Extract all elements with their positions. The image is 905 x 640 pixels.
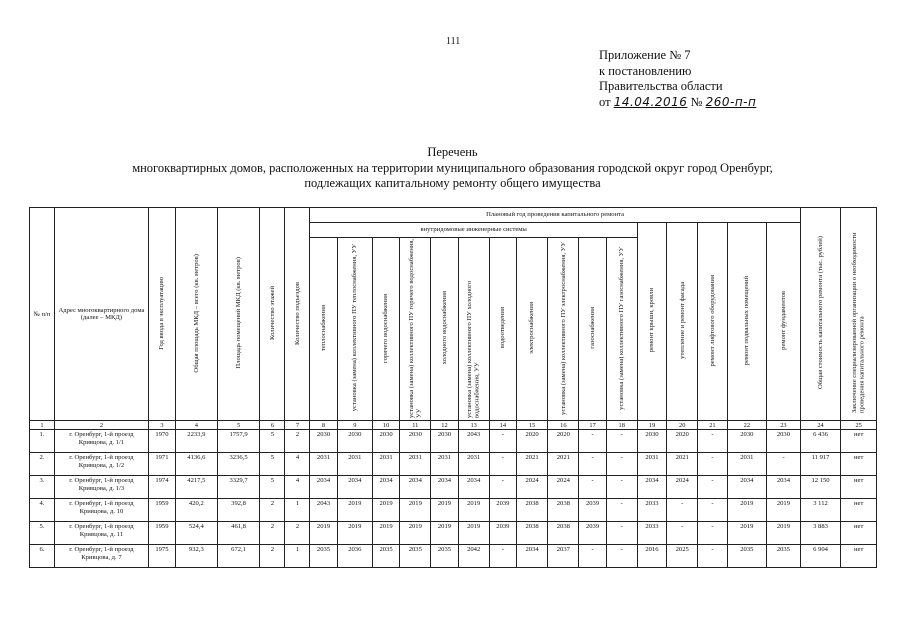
title-line-1: Перечень bbox=[427, 145, 478, 159]
column-number: 13 bbox=[458, 421, 489, 430]
table-cell: 1 bbox=[285, 499, 310, 522]
table-cell: 2030 bbox=[337, 430, 372, 453]
column-number-row bbox=[30, 421, 877, 430]
table-cell: 2019 bbox=[727, 499, 767, 522]
table-cell: 2019 bbox=[727, 522, 767, 545]
address-cell: г. Оренбург, 1-й проезд Кривцова, д. 11 bbox=[55, 522, 149, 545]
table-cell: 2031 bbox=[373, 453, 400, 476]
table-cell: 2 bbox=[260, 545, 285, 568]
column-number: 15 bbox=[516, 421, 547, 430]
header-entrances: Количество подъездов bbox=[285, 208, 310, 421]
address-cell: г. Оренбург, 1-й проезд Кривцова, д. 1/2 bbox=[55, 453, 149, 476]
table-cell: 2031 bbox=[400, 453, 431, 476]
header-col-18: установка (замена) коллективного ПУ газоснабжения, УУ bbox=[606, 238, 637, 421]
table-cell: нет bbox=[841, 476, 877, 499]
table-cell: 2034 bbox=[431, 476, 458, 499]
table-cell: - bbox=[579, 476, 606, 499]
table-cell: 2034 bbox=[373, 476, 400, 499]
header-col-15: электроснабжения bbox=[516, 238, 547, 421]
table-cell: 524,4 bbox=[175, 522, 217, 545]
header-year: Год ввода в эксплуатацию bbox=[148, 208, 175, 421]
table-cell: 4 bbox=[285, 476, 310, 499]
table-cell: 2021 bbox=[548, 453, 579, 476]
table-cell: 4217,5 bbox=[175, 476, 217, 499]
table-cell: 2034 bbox=[337, 476, 372, 499]
table-cell: 1970 bbox=[148, 430, 175, 453]
table-cell: 2024 bbox=[667, 476, 698, 499]
table-cell: 12 150 bbox=[800, 476, 841, 499]
table-cell: 2019 bbox=[373, 499, 400, 522]
table-row bbox=[30, 430, 877, 453]
address-cell: г. Оренбург, 1-й проезд Кривцова, д. 1/1 bbox=[55, 430, 149, 453]
column-number: 6 bbox=[260, 421, 285, 430]
column-number: 8 bbox=[310, 421, 337, 430]
table-cell: - bbox=[606, 499, 637, 522]
table-cell: - bbox=[579, 430, 606, 453]
table-cell: 1959 bbox=[148, 499, 175, 522]
table-cell: - bbox=[667, 499, 698, 522]
column-number: 22 bbox=[727, 421, 767, 430]
table-cell: 11 917 bbox=[800, 453, 841, 476]
table-body bbox=[30, 421, 877, 568]
table-cell: 2021 bbox=[516, 453, 547, 476]
table-cell: 2019 bbox=[373, 522, 400, 545]
header-plan-year: Плановый год проведения капитального ремонта bbox=[310, 208, 800, 223]
from-label: от bbox=[599, 94, 611, 109]
table-cell: 1974 bbox=[148, 476, 175, 499]
table-cell: 672,1 bbox=[217, 545, 260, 568]
header-col-19: ремонт крыши, кровли bbox=[637, 223, 666, 421]
document-title bbox=[60, 145, 845, 192]
header-engineering: внутридомовые инженерные системы bbox=[310, 223, 637, 238]
header-room-area: Площадь помещений МКД (кв. метров) bbox=[217, 208, 260, 421]
table-cell: - bbox=[767, 453, 801, 476]
table-cell: 2034 bbox=[458, 476, 489, 499]
table-cell: 2031 bbox=[310, 453, 337, 476]
table-cell: 6. bbox=[30, 545, 55, 568]
table-cell: 2024 bbox=[548, 476, 579, 499]
header-col-10: горячего водоснабжения bbox=[373, 238, 400, 421]
table-cell: 2035 bbox=[431, 545, 458, 568]
table-cell: 2030 bbox=[431, 430, 458, 453]
header-col-13: установка (замена) коллективного ПУ холодного водоснабжения, УУ bbox=[458, 238, 489, 421]
header-col-20: утепление и ремонт фасада bbox=[667, 223, 698, 421]
table-cell: 5 bbox=[260, 453, 285, 476]
handwritten-date: 14.04.2016 bbox=[613, 94, 688, 109]
header-col-11: установка (замена) коллективного ПУ горячего водоснабжения, УУ bbox=[400, 238, 431, 421]
header-col-12: холодного водоснабжения bbox=[431, 238, 458, 421]
appendix-block bbox=[599, 48, 756, 110]
table-cell: 2019 bbox=[431, 499, 458, 522]
table-row bbox=[30, 453, 877, 476]
table-cell: 3329,7 bbox=[217, 476, 260, 499]
table-cell: 3236,5 bbox=[217, 453, 260, 476]
table-cell: 2038 bbox=[548, 499, 579, 522]
table-cell: 2034 bbox=[727, 476, 767, 499]
table-cell: 2031 bbox=[458, 453, 489, 476]
table-cell: 2039 bbox=[579, 499, 606, 522]
table-cell: 2030 bbox=[310, 430, 337, 453]
table-cell: 2038 bbox=[516, 522, 547, 545]
table-cell: 2019 bbox=[458, 522, 489, 545]
register-table bbox=[29, 207, 877, 568]
table-cell: 2036 bbox=[337, 545, 372, 568]
table-cell: - bbox=[698, 453, 727, 476]
table-cell: 3 883 bbox=[800, 522, 841, 545]
table-cell: 2019 bbox=[767, 499, 801, 522]
column-number: 7 bbox=[285, 421, 310, 430]
table-cell: нет bbox=[841, 499, 877, 522]
appendix-line-3: Правительства области bbox=[599, 79, 723, 93]
header-col-14: водоотведения bbox=[489, 238, 516, 421]
table-cell: 420,2 bbox=[175, 499, 217, 522]
table-cell: 2035 bbox=[727, 545, 767, 568]
table-cell: - bbox=[489, 453, 516, 476]
table-cell: 2038 bbox=[548, 522, 579, 545]
table-cell: 2030 bbox=[767, 430, 801, 453]
appendix-line-1: Приложение № 7 bbox=[599, 48, 691, 62]
table-cell: 2043 bbox=[458, 430, 489, 453]
table-cell: 2034 bbox=[400, 476, 431, 499]
table-cell: 3. bbox=[30, 476, 55, 499]
table-row bbox=[30, 522, 877, 545]
table-row bbox=[30, 545, 877, 568]
table-cell: нет bbox=[841, 522, 877, 545]
appendix-line-2: к постановлению bbox=[599, 63, 692, 78]
table-cell: 2019 bbox=[458, 499, 489, 522]
column-number: 10 bbox=[373, 421, 400, 430]
table-cell: - bbox=[698, 430, 727, 453]
column-number: 1 bbox=[30, 421, 55, 430]
column-number: 19 bbox=[637, 421, 666, 430]
table-cell: 2030 bbox=[373, 430, 400, 453]
handwritten-number: 260-п-п bbox=[705, 94, 757, 109]
column-number: 24 bbox=[800, 421, 841, 430]
table-cell: 2024 bbox=[516, 476, 547, 499]
header-col-23: ремонт фундаментов bbox=[767, 223, 801, 421]
table-cell: - bbox=[606, 430, 637, 453]
table-cell: 2020 bbox=[667, 430, 698, 453]
table-cell: 2030 bbox=[727, 430, 767, 453]
column-number: 16 bbox=[548, 421, 579, 430]
address-cell: г. Оренбург, 1-й проезд Кривцова, д. 1/3 bbox=[55, 476, 149, 499]
table-row bbox=[30, 476, 877, 499]
header-col-17: газоснабжения bbox=[579, 238, 606, 421]
table-cell: 2030 bbox=[637, 430, 666, 453]
table-cell: 5. bbox=[30, 522, 55, 545]
table-cell: 6 904 bbox=[800, 545, 841, 568]
table-cell: - bbox=[489, 545, 516, 568]
table-cell: 2035 bbox=[400, 545, 431, 568]
column-number: 11 bbox=[400, 421, 431, 430]
table-cell: 2233,9 bbox=[175, 430, 217, 453]
table-cell: 2019 bbox=[337, 499, 372, 522]
column-number: 21 bbox=[698, 421, 727, 430]
table-cell: - bbox=[606, 522, 637, 545]
table-cell: 2025 bbox=[667, 545, 698, 568]
header-address: Адрес многоквартирного дома (далее – МКД) bbox=[55, 208, 149, 421]
table-cell: - bbox=[698, 476, 727, 499]
table-cell: 461,8 bbox=[217, 522, 260, 545]
table-cell: 2034 bbox=[516, 545, 547, 568]
table-cell: 2019 bbox=[400, 522, 431, 545]
table-cell: 2 bbox=[285, 522, 310, 545]
table-cell: 2 bbox=[260, 522, 285, 545]
table-cell: 2031 bbox=[637, 453, 666, 476]
column-number: 18 bbox=[606, 421, 637, 430]
address-cell: г. Оренбург, 1-й проезд Кривцова, д. 10 bbox=[55, 499, 149, 522]
table-cell: 2019 bbox=[767, 522, 801, 545]
table-cell: 932,3 bbox=[175, 545, 217, 568]
table-cell: - bbox=[698, 545, 727, 568]
table-cell: 2016 bbox=[637, 545, 666, 568]
table-cell: 2019 bbox=[310, 522, 337, 545]
table-cell: 4136,6 bbox=[175, 453, 217, 476]
table-cell: 2020 bbox=[548, 430, 579, 453]
header-col-16: установка (замена) коллективного ПУ электроснабжения, УУ bbox=[548, 238, 579, 421]
header-col-9: установка (замена) коллективного ПУ теплоснабжения, УУ bbox=[337, 238, 372, 421]
table-cell: 2043 bbox=[310, 499, 337, 522]
table-cell: 2039 bbox=[579, 522, 606, 545]
table-cell: 2020 bbox=[516, 430, 547, 453]
table-cell: 2042 bbox=[458, 545, 489, 568]
table-cell: 4. bbox=[30, 499, 55, 522]
table-cell: 2019 bbox=[337, 522, 372, 545]
table-cell: 2 bbox=[260, 499, 285, 522]
table-cell: 6 436 bbox=[800, 430, 841, 453]
column-number: 5 bbox=[217, 421, 260, 430]
table-cell: нет bbox=[841, 430, 877, 453]
table-cell: 2033 bbox=[637, 499, 666, 522]
header-col-21: ремонт лифтового оборудования bbox=[698, 223, 727, 421]
header-floors: Количество этажей bbox=[260, 208, 285, 421]
table-cell: 2030 bbox=[400, 430, 431, 453]
header-conclusion: Заключение специализированной организации о необходимости проведения капитального ремонта bbox=[841, 208, 877, 421]
header-col-22: ремонт подвальных помещений bbox=[727, 223, 767, 421]
header-total-area: Общая площадь МКД – всего (кв. метров) bbox=[175, 208, 217, 421]
table-cell: 1757,9 bbox=[217, 430, 260, 453]
column-number: 3 bbox=[148, 421, 175, 430]
header-num: № п/п bbox=[30, 208, 55, 421]
column-number: 9 bbox=[337, 421, 372, 430]
table-cell: 2031 bbox=[431, 453, 458, 476]
table-cell: 2019 bbox=[400, 499, 431, 522]
table-cell: 2034 bbox=[767, 476, 801, 499]
table-cell: 2019 bbox=[431, 522, 458, 545]
column-number: 20 bbox=[667, 421, 698, 430]
header-cost: Общая стоимость капитального ремонта (тыс. рублей) bbox=[800, 208, 841, 421]
column-number: 4 bbox=[175, 421, 217, 430]
table-cell: 2035 bbox=[373, 545, 400, 568]
column-number: 2 bbox=[55, 421, 149, 430]
table-cell: нет bbox=[841, 453, 877, 476]
table-cell: 2031 bbox=[337, 453, 372, 476]
table-cell: 2033 bbox=[637, 522, 666, 545]
table-cell: 2035 bbox=[310, 545, 337, 568]
table-cell: 1 bbox=[285, 545, 310, 568]
table-cell: 2 bbox=[285, 430, 310, 453]
page-number: 111 bbox=[446, 36, 461, 47]
column-number: 14 bbox=[489, 421, 516, 430]
table-cell: 2031 bbox=[727, 453, 767, 476]
table-cell: 2039 bbox=[489, 499, 516, 522]
table-cell: - bbox=[606, 476, 637, 499]
table-cell: - bbox=[667, 522, 698, 545]
table-cell: нет bbox=[841, 545, 877, 568]
table-cell: 2021 bbox=[667, 453, 698, 476]
table-cell: - bbox=[698, 499, 727, 522]
column-number: 12 bbox=[431, 421, 458, 430]
table-cell: 2037 bbox=[548, 545, 579, 568]
title-line-2: многоквартирных домов, расположенных на территории муниципального образования городской округ город Оренбург, bbox=[132, 160, 773, 175]
table-cell: 2034 bbox=[637, 476, 666, 499]
table-cell: 2038 bbox=[516, 499, 547, 522]
table-cell: 3 112 bbox=[800, 499, 841, 522]
table-cell: - bbox=[698, 522, 727, 545]
table-cell: 1971 bbox=[148, 453, 175, 476]
table-cell: 4 bbox=[285, 453, 310, 476]
appendix-date-line bbox=[599, 95, 756, 111]
column-number: 17 bbox=[579, 421, 606, 430]
table-cell: - bbox=[489, 476, 516, 499]
table-cell: 1. bbox=[30, 430, 55, 453]
table-cell: 2034 bbox=[310, 476, 337, 499]
address-cell: г. Оренбург, 1-й проезд Кривцова, д. 7 bbox=[55, 545, 149, 568]
table-cell: 5 bbox=[260, 430, 285, 453]
table-cell: 5 bbox=[260, 476, 285, 499]
table-cell: - bbox=[606, 453, 637, 476]
column-number: 25 bbox=[841, 421, 877, 430]
table-cell: 2035 bbox=[767, 545, 801, 568]
table-cell: - bbox=[606, 545, 637, 568]
table-row bbox=[30, 499, 877, 522]
title-line-3: подлежащих капитальному ремонту общего имущества bbox=[304, 176, 601, 190]
column-number: 23 bbox=[767, 421, 801, 430]
table-cell: 2039 bbox=[489, 522, 516, 545]
table-cell: 2. bbox=[30, 453, 55, 476]
table-cell: 392,8 bbox=[217, 499, 260, 522]
table-cell: 1959 bbox=[148, 522, 175, 545]
table-cell: - bbox=[579, 453, 606, 476]
number-label: № bbox=[690, 94, 703, 109]
table-cell: - bbox=[489, 430, 516, 453]
header-col-8: теплоснабжения bbox=[310, 238, 337, 421]
table-cell: 1975 bbox=[148, 545, 175, 568]
table-cell: - bbox=[579, 545, 606, 568]
